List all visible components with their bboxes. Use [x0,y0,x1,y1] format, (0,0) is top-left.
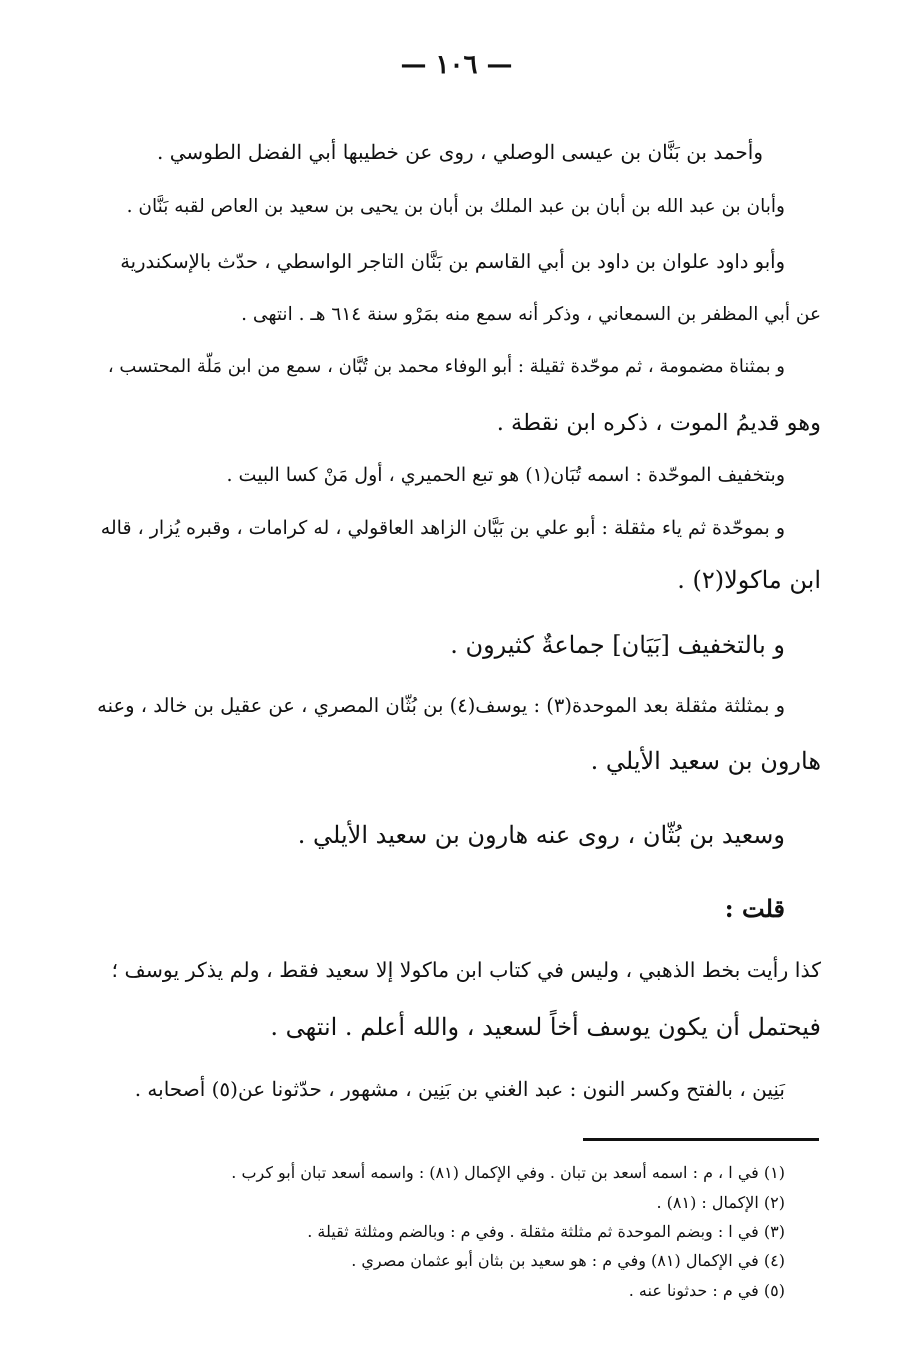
text-line: و بموحّدة ثم ياء مثقلة : أبو علي بن بَيَّان الزاهد العاقولي ، له كرامات ، وقبره يُزار ، قاله [100,517,785,539]
text-line: و بمثناة مضمومة ، ثم موحّدة ثقيلة : أبو الوفاء محمد بن تُبَّان ، سمع من ابن مَلّة المحتسب ، [107,356,785,377]
page-number: — ١٠٦ — [400,50,513,80]
text-line: عن أبي المظفر بن السمعاني ، وذكر أنه سمع منه بمَرْو سنة ٦١٤ هـ . انتهى . [241,304,821,325]
text-line: وهو قديمُ الموت ، ذكره ابن نقطة . [496,410,821,436]
text-line: قلت : [724,894,785,923]
text-line: وأحمد بن بَنَّان بن عيسى الوصلي ، روى عن خطيبها أبي الفضل الطوسي . [157,140,763,164]
footnote: (٥) في م : حدثونا عنه . [628,1281,785,1300]
footnote: (٢) الإكمال : (٨١) . [656,1193,785,1212]
footnote-divider [583,1138,819,1141]
text-line: كذا رأيت بخط الذهبي ، وليس في كتاب ابن ماكولا إلا سعيد فقط ، ولم يذكر يوسف ؛ [111,958,821,982]
footnote: (١) في ا ، م : اسمه أسعد بن تبان . وفي الإكمال (٨١) : واسمه أسعد تبان أبو كرب . [231,1163,785,1182]
text-line: و بمثلثة مثقلة بعد الموحدة(٣) : يوسف(٤) بن بُثّان المصري ، عن عقيل بن خالد ، وعنه [97,694,785,717]
footnote: (٣) في ا : وبضم الموحدة ثم مثلثة مثقلة . وفي م : وبالضم ومثلثة ثقيلة . [307,1222,785,1241]
text-line: وبتخفيف الموحّدة : اسمه تُبَان(١) هو تبع الحميري ، أول مَنْ كسا البيت . [226,464,785,486]
footnote: (٤) في الإكمال (٨١) وفي م : هو سعيد بن بثان أبو عثمان مصري . [351,1251,785,1270]
text-line: وأبو داود علوان بن داود بن أبي القاسم بن بَنَّان التاجر الواسطي ، حدّث بالإسكندرية [120,250,785,273]
text-line: وسعيد بن بُثّان ، روى عنه هارون بن سعيد الأيلي . [297,821,785,849]
text-line: و بالتخفيف [بَيَان] جماعةٌ كثيرون . [450,631,785,659]
text-line: وأبان بن عبد الله بن أبان بن عبد الملك بن أبان بن يحيى بن سعيد بن العاص لقبه بَنَّان . [126,196,785,217]
text-line: ابن ماكولا(٢) . [677,566,821,594]
text-line: بَنِين ، بالفتح وكسر النون : عبد الغني بن بَنِين ، مشهور ، حدّثونا عن(٥) أصحابه . [134,1077,785,1101]
text-line: فيحتمل أن يكون يوسف أخاً لسعيد ، والله أعلم . انتهى . [270,1013,821,1041]
text-line: هارون بن سعيد الأيلي . [590,747,821,775]
